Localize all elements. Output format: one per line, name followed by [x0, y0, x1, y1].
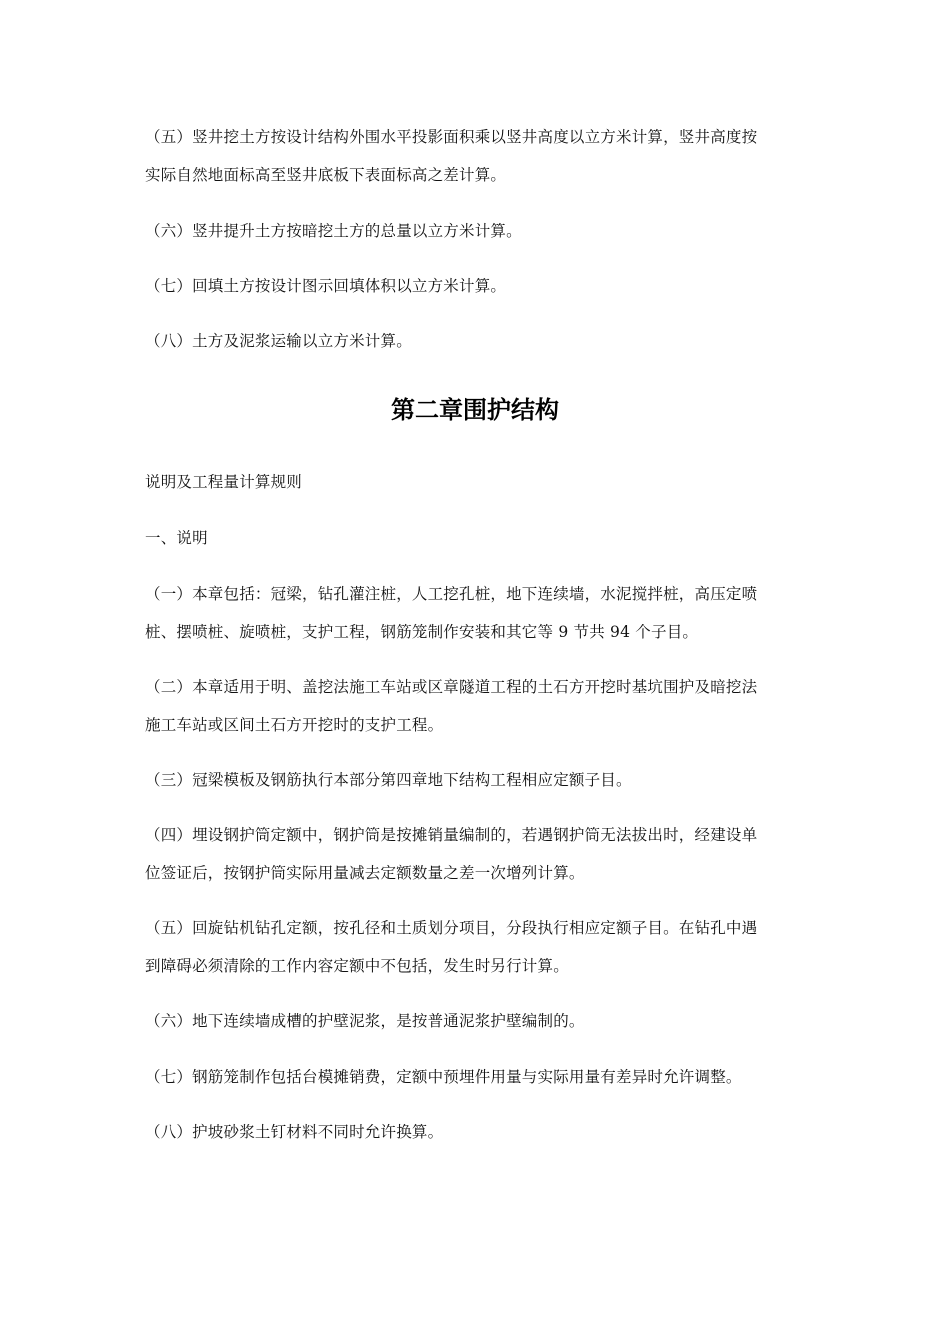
- paragraph-line: 位签证后，按钢护筒实际用量减去定额数量之差一次增列计算。: [145, 864, 585, 882]
- paragraph-line: （三）冠梁模板及钢筋执行本部分第四章地下结构工程相应定额子目。: [145, 771, 632, 789]
- paragraph-line: （七）回填土方按设计图示回填体积以立方米计算。: [145, 277, 507, 295]
- paragraph-line: （四）埋设钢护筒定额中，钢护筒是按摊销量编制的，若遇钢护筒无法拔出时，经建设单: [145, 826, 758, 844]
- chapter-title: 第二章围护结构: [391, 396, 559, 424]
- paragraph-line: （六）地下连续墙成槽的护壁泥浆，是按普通泥浆护壁编制的。: [145, 1012, 585, 1030]
- section-title: 说明及工程量计算规则: [145, 473, 303, 491]
- paragraph-line: 到障碍必须清除的工作内容定额中不包括，发生时另行计算。: [145, 957, 569, 975]
- paragraph-line: （二）本章适用于明、盖挖法施工车站或区章隧道工程的土石方开挖时基坑围护及暗挖法: [145, 678, 758, 696]
- paragraph-line: 施工车站或区间土石方开挖时的支护工程。: [145, 716, 444, 734]
- paragraph-line: （六）竖井提升土方按暗挖土方的总量以立方米计算。: [145, 222, 522, 240]
- paragraph-line: （一）本章包括：冠梁，钻孔灌注桩，人工挖孔桩，地下连续墙，水泥搅拌桩，高压定喷: [145, 585, 758, 603]
- subsection-title: 一、说明: [145, 529, 208, 547]
- paragraph-line: （八）护坡砂浆土钉材料不同时允许换算。: [145, 1123, 444, 1141]
- paragraph-line: （七）钢筋笼制作包括台模摊销费，定额中预埋件用量与实际用量有差异时允许调整。: [145, 1068, 742, 1086]
- paragraph-line: 桩、摆喷桩、旋喷桩，支护工程，钢筋笼制作安装和其它等 9 节共 94 个子目。: [145, 623, 699, 641]
- paragraph-line: （八）土方及泥浆运输以立方米计算。: [145, 332, 412, 350]
- paragraph-line: （五）竖井挖土方按设计结构外围水平投影面积乘以竖井高度以立方米计算，竖井高度按: [145, 128, 758, 146]
- paragraph-line: 实际自然地面标高至竖井底板下表面标高之差计算。: [145, 166, 507, 184]
- paragraph-line: （五）回旋钻机钻孔定额，按孔径和土质划分项目，分段执行相应定额子目。在钻孔中遇: [145, 919, 758, 937]
